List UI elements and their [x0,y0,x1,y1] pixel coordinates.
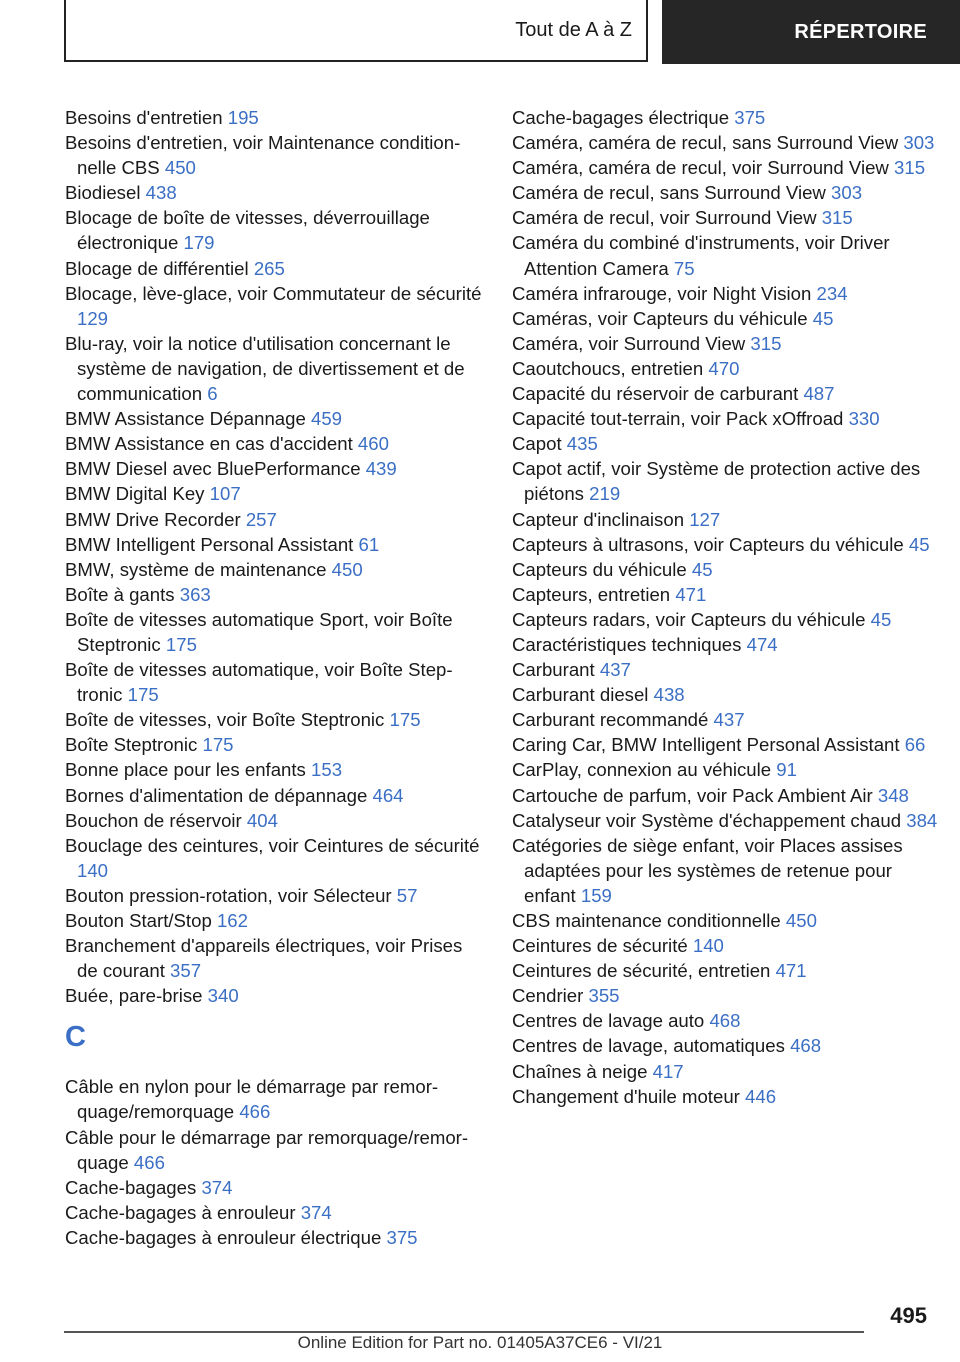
index-entry-text: Boîte de vitesses automatique, voir Boîte Steptronic [65,659,453,706]
index-entry [512,908,942,933]
index-list-b [65,105,485,1008]
index-entry [65,908,485,933]
index-entry [512,557,942,582]
index-entry [512,456,942,506]
index-entry-text: Carburant [512,659,595,681]
index-entry-text: Centres de lavage auto [512,1010,705,1032]
index-entry-text: Boîte à gants [65,583,175,605]
index-entry [512,1008,942,1033]
index-entry-text: CBS maintenance conditionnelle [512,910,781,931]
page-link[interactable]: 404 [246,809,278,831]
index-entry [65,256,485,281]
index-entry-text: Ceintures de sécurité [512,935,688,957]
index-entry [512,983,942,1008]
page-link[interactable]: 437 [599,659,631,681]
index-entry-text: Branchement d'appareils électriques, voir Prises de courant [65,935,463,982]
index-entry-text: Blu-ray, voir la notice d'utilisation concernant le système de navigation, de divertissement et de communication [65,332,465,405]
index-entry [512,205,942,230]
index-entry [512,180,942,205]
page-link[interactable]: 437 [713,709,745,731]
index-entry [65,105,485,130]
page-link[interactable]: 45 [691,558,713,580]
page-link[interactable]: 303 [831,182,863,204]
page-link[interactable]: 127 [689,508,721,530]
index-entry [512,155,942,180]
page-link[interactable]: 315 [750,332,782,354]
index-entry-text: Buée, pare-brise [65,985,203,1007]
page-link[interactable]: 66 [904,734,926,756]
page-link[interactable]: 330 [848,408,880,430]
page-link[interactable]: 438 [145,182,177,204]
index-entry-text: Caring Car, BMW Intelligent Personal Assistant [512,734,900,756]
page-number: 495 [890,1303,927,1328]
index-entry [65,456,485,481]
index-entry [65,607,485,657]
index-entry-text: Cache-bagages électrique [512,107,730,128]
index-entry-text: Cartouche de parfum, voir Pack Ambient Air [512,784,873,806]
index-entry-text: Bouchon de réservoir [65,809,242,831]
index-entry [65,481,485,506]
index-entry [65,1225,485,1250]
page-link[interactable]: 460 [357,433,389,455]
index-entry [512,356,942,381]
section-letter: C [65,1021,86,1054]
index-entry [512,105,942,130]
page-link[interactable]: 45 [870,608,892,630]
index-entry-text: BMW, système de maintenance [65,558,327,580]
page-link[interactable]: 468 [709,1010,741,1032]
page-link[interactable]: 91 [776,759,797,781]
index-entry [512,281,942,306]
index-entry-text: Bornes d'alimentation de dépannage [65,784,368,806]
index-entry [512,431,942,456]
index-entry-text: Caméras, voir Capteurs du véhicule [512,307,808,329]
index-entry [512,381,942,406]
page-link[interactable]: 57 [396,884,418,906]
index-entry [65,808,485,833]
page-link[interactable]: 417 [652,1060,684,1082]
index-entry [65,983,485,1008]
index-entry-text: Caoutchoucs, entretien [512,357,704,379]
page-link[interactable]: 257 [245,508,277,530]
page-link[interactable]: 159 [580,884,612,906]
index-entry [512,1033,942,1058]
index-entry [65,331,485,406]
index-entry [512,732,942,757]
index-entry-text: Carburant recommandé [512,709,709,731]
index-entry [65,1074,485,1124]
index-column-left [65,105,485,1250]
index-entry [512,657,942,682]
index-entry-text: Blocage, lève-glace, voir Commutateur de sécurité [65,282,482,304]
index-entry [512,808,942,833]
index-entry [65,582,485,607]
page-link[interactable]: 45 [812,307,834,329]
index-entry [512,933,942,958]
page-link[interactable]: 471 [675,583,707,605]
page-link[interactable]: 450 [164,157,196,179]
page-link[interactable]: 464 [372,784,404,806]
index-entry-text: Besoins d'entretien, voir Maintenance conditionnelle CBS [65,132,461,179]
index-entry-text: CarPlay, connexion au véhicule [512,759,772,781]
page-link[interactable]: 471 [775,960,807,982]
page-link[interactable]: 162 [216,910,248,931]
index-entry-text: Capot actif, voir Système de protection active des piétons [512,458,921,505]
index-entry-text: Capteurs radars, voir Capteurs du véhicule [512,608,866,630]
index-entry [512,607,942,632]
tab-section-label: Tout de A à Z [515,18,632,41]
index-entry [65,1200,485,1225]
page-link[interactable]: 175 [165,633,197,655]
index-entry-text: Capot [512,433,562,455]
index-entry-text: Capteurs, entretien [512,583,671,605]
page-link[interactable]: 315 [894,157,926,179]
index-entry [65,532,485,557]
index-entry-text: Capteurs du véhicule [512,558,687,580]
index-entry-text: Changement d'huile moteur [512,1085,740,1107]
page-link[interactable]: 61 [358,533,380,555]
page-link[interactable]: 474 [746,633,778,655]
index-entry [65,281,485,331]
index-entry [65,732,485,757]
page-link[interactable]: 459 [310,408,343,430]
index-entry [65,933,485,983]
index-entry-text: BMW Assistance en cas d'accident [65,433,353,455]
index-entry [65,657,485,707]
page-link[interactable]: 45 [908,533,930,555]
page-link[interactable]: 357 [170,960,202,982]
index-entry-text: Caméra de recul, voir Surround View [512,207,817,229]
page-link[interactable]: 107 [209,483,241,505]
index-entry-text: Chaînes à neige [512,1060,648,1082]
index-entry-text: Capteur d'inclinaison [512,508,685,530]
index-entry-text: Ceintures de sécurité, entretien [512,960,771,982]
page-link[interactable]: 175 [202,734,234,756]
index-entry-text: Biodiesel [65,182,141,204]
index-entry [512,582,942,607]
index-entry-text: Caractéristiques techniques [512,633,742,655]
index-entry [65,783,485,808]
page-link[interactable]: 466 [239,1101,271,1123]
index-entry-text: Caméra, caméra de recul, voir Surround View [512,157,889,179]
index-entry [65,557,485,582]
index-entry [512,833,942,908]
index-entry [65,507,485,532]
page-link[interactable]: 348 [877,784,909,806]
page-link[interactable]: 265 [253,257,285,279]
page-link[interactable]: 374 [300,1201,332,1223]
index-entry-text: Bonne place pour les enfants [65,759,306,781]
index-entry-text: Catalyseur voir Système d'échappement chaud [512,809,902,831]
index-entry-text: BMW Digital Key [65,483,205,505]
page-link[interactable]: 195 [227,107,259,128]
index-entry-text: Cache-bagages à enrouleur électrique [65,1226,382,1248]
index-entry-text: Centres de lavage, automatiques [512,1035,785,1057]
index-entry [512,757,942,782]
tab-section-a-to-z[interactable] [64,0,648,62]
index-entry-text: Câble pour le démarrage par remorquage/remorquage [65,1126,469,1173]
page-link[interactable]: 219 [589,483,621,505]
page-link[interactable]: 438 [653,684,685,706]
page-header [0,0,960,66]
page-link[interactable]: 375 [386,1226,418,1248]
index-entry-text: Capacité du réservoir de carburant [512,383,799,405]
tab-chapter-label: RÉPERTOIRE [794,20,927,43]
page-link[interactable]: 355 [588,985,620,1007]
index-entry-text: Bouton pression-rotation, voir Sélecteur [65,884,392,906]
index-entry [512,682,942,707]
index-entry [512,958,942,983]
index-entry-text: Blocage de boîte de vitesses, déverrouillage électronique [65,207,430,254]
index-entry-text: Catégories de siège enfant, voir Places assises adaptées pour les systèmes de retenue pour enfant [512,834,903,906]
page-link[interactable]: 446 [745,1085,777,1107]
index-entry [65,1175,485,1200]
index-entry-text: Capteurs à ultrasons, voir Capteurs du véhicule [512,533,904,555]
index-entry-text: BMW Drive Recorder [65,508,241,530]
page-link[interactable]: 450 [331,558,363,580]
page-link[interactable]: 374 [201,1176,233,1198]
page-link[interactable]: 340 [207,985,239,1007]
index-entry [512,707,942,732]
index-entry-text: Capacité tout-terrain, voir Pack xOffroad [512,408,844,430]
index-entry [65,431,485,456]
page-link[interactable]: 153 [311,759,343,781]
page-link[interactable]: 468 [790,1035,822,1057]
index-entry [65,1125,485,1175]
footer-edition-text: Online Edition for Part no. 01405A37CE6 - VI/21 [297,1333,663,1352]
page-link[interactable]: 470 [708,357,740,379]
index-entry [65,757,485,782]
index-entry-text: Caméra infrarouge, voir Night Vision [512,282,812,304]
index-entry-text: BMW Diesel avec BluePerformance [65,458,361,480]
index-entry-text: Cache-bagages à enrouleur [65,1201,296,1223]
index-entry-text: Cendrier [512,985,584,1007]
index-entry [512,406,942,431]
index-entry [65,205,485,255]
page-link[interactable]: 315 [821,207,853,229]
index-entry-text: Bouclage des ceintures, voir Ceintures de sécurité [65,834,480,856]
index-entry-text: Bouton Start/Stop [65,910,212,931]
tab-chapter-index[interactable] [662,0,960,64]
page-link[interactable]: 466 [133,1151,165,1173]
page-link[interactable]: 303 [903,132,935,154]
index-entry [65,883,485,908]
index-entry-text: Carburant diesel [512,684,649,706]
index-entry-text: Boîte Steptronic [65,734,198,756]
index-entry-text: Besoins d'entretien [65,107,223,128]
index-entry [65,707,485,732]
page-link[interactable]: 450 [785,910,817,931]
index-entry [512,1084,942,1109]
index-entry-text: Caméra, caméra de recul, sans Surround View [512,132,899,154]
index-entry [512,130,942,155]
page-link[interactable]: 175 [127,684,159,706]
index-entry [512,532,942,557]
page-link[interactable]: 439 [365,458,397,480]
index-entry-text: Caméra, voir Surround View [512,332,746,354]
index-entry-text: Boîte de vitesses automatique Sport, voir Boîte Steptronic [65,608,453,655]
index-entry [65,130,485,180]
index-entry [512,306,942,331]
page-link[interactable]: 140 [692,935,724,957]
index-entry [65,833,485,883]
index-entry [65,406,485,431]
page-link[interactable]: 179 [183,232,215,254]
index-entry-text: Blocage de différentiel [65,257,249,279]
index-entry-text: Caméra de recul, sans Surround View [512,182,826,204]
page-link[interactable]: 435 [566,433,598,455]
index-entry-text: Cache-bagages [65,1176,197,1198]
page-link[interactable]: 375 [734,107,766,128]
index-entry [512,783,942,808]
index-entry-text: Caméra du combiné d'instruments, voir Driver Attention Camera [512,232,890,279]
index-entry-text: BMW Intelligent Personal Assistant [65,533,354,555]
index-entry [65,180,485,205]
page-link[interactable]: 6 [207,383,218,405]
page-link[interactable]: 234 [816,282,848,304]
index-entry [512,1059,942,1084]
index-column-right [512,105,942,1109]
index-entry [512,632,942,657]
page-link[interactable]: 175 [389,709,421,731]
page-link[interactable]: 487 [803,383,835,405]
page-link[interactable]: 384 [906,809,938,831]
index-entry [512,507,942,532]
index-entry-text: Boîte de vitesses, voir Boîte Steptronic [65,709,385,731]
index-entry-text: BMW Assistance Dépannage [65,408,306,430]
index-entry-text: Câble en nylon pour le démarrage par remorquage/remorquage [65,1076,439,1123]
index-list-c-right [512,105,942,1109]
page-link[interactable]: 140 [77,859,109,881]
page-link[interactable]: 75 [673,257,695,279]
index-entry [512,230,942,280]
index-entry [512,331,942,356]
page-link[interactable]: 363 [179,583,211,605]
index-list-c-left [65,1074,485,1250]
page-link[interactable]: 129 [77,307,109,329]
